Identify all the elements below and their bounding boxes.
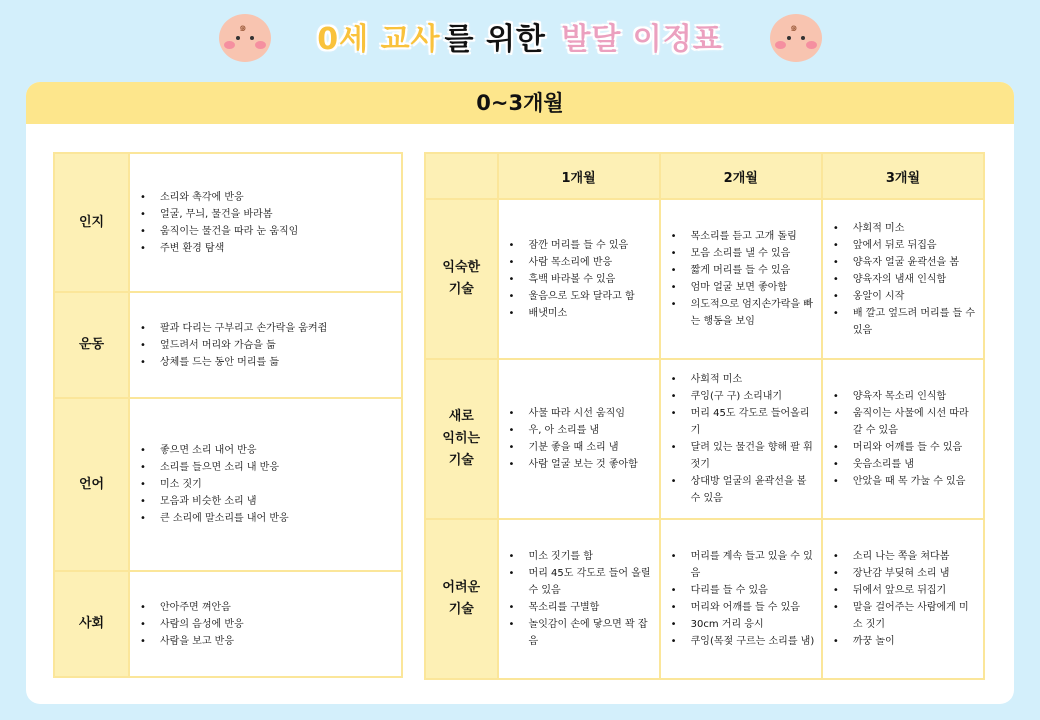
list-item: • 엎드려서 머리와 가슴을 듦 [140,337,401,354]
item-list [823,548,977,650]
item-list [823,220,977,339]
skill-cell [498,199,660,359]
list-item: • 울음으로 도와 달라고 함 [509,288,653,305]
item-list [661,371,815,507]
list-item: • 30cm 거리 응시 [671,616,815,633]
list-item: • 미소 짓기 [140,476,401,493]
list-item: • 엄마 얼굴 보면 좋아함 [671,279,815,296]
list-item: • 앞에서 뒤로 뒤집음 [833,237,977,254]
table-row [54,571,402,677]
skill-cell [660,359,822,519]
month-header: 2개월 [660,153,822,199]
list-item: • 까꿍 놀이 [833,633,977,650]
list-item: • 사람을 보고 반응 [140,633,401,650]
skill-level-label: 익숙한 기술 [425,199,498,359]
list-item: • 상대방 얼굴의 윤곽선을 볼 수 있음 [671,473,815,507]
list-item: • 장난감 부딪혀 소리 냄 [833,565,977,582]
list-item: • 머리와 어깨를 들 수 있음 [671,599,815,616]
skill-level-label: 새로 익히는 기술 [425,359,498,519]
skill-cell [822,359,984,519]
list-item: • 목소리를 구별함 [509,599,653,616]
table-row [425,519,984,679]
list-item: • 사회적 미소 [671,371,815,388]
list-item: • 배냇미소 [509,305,653,322]
item-list [130,442,401,527]
item-list [130,320,401,371]
list-item: • 뒤에서 앞으로 뒤집기 [833,582,977,599]
list-item: • 우, 아 소리를 냄 [509,422,653,439]
list-item: • 머리를 계속 들고 있을 수 있음 [671,548,815,582]
month-header: 1개월 [498,153,660,199]
domain-cell [129,571,402,677]
list-item: • 소리 나는 쪽을 쳐다봄 [833,548,977,565]
list-item: • 소리와 촉각에 반응 [140,189,401,206]
list-item: • 웃음소리를 냄 [833,456,977,473]
item-list [823,388,977,490]
list-item: • 팔과 다리는 구부리고 손가락을 움켜쥠 [140,320,401,337]
list-item: • 좋으면 소리 내어 반응 [140,442,401,459]
list-item: • 머리 45도 각도로 들어 올릴 수 있음 [509,565,653,599]
list-item: • 기분 좋을 때 소리 냄 [509,439,653,456]
list-item: • 움직이는 물건을 따라 눈 움직임 [140,223,401,240]
skill-cell [660,199,822,359]
header-row [425,153,984,199]
skill-cell [822,199,984,359]
list-item: • 의도적으로 엄지손가락을 빠는 행동을 보임 [671,296,815,330]
list-item: • 안았을 때 목 가눌 수 있음 [833,473,977,490]
item-list [130,189,401,257]
list-item: • 말을 걸어주는 사람에게 미소 짓기 [833,599,977,633]
list-item: • 사람의 음성에 반응 [140,616,401,633]
item-list [130,599,401,650]
list-item: • 양육자 목소리 인식함 [833,388,977,405]
list-item: • 옹알이 시작 [833,288,977,305]
baby-face-icon: ๑ [770,14,822,62]
domain-cell [129,398,402,571]
item-list [499,548,653,650]
list-item: • 놀잇감이 손에 닿으면 꽉 잡음 [509,616,653,650]
domain-table [53,152,403,678]
skill-cell [498,519,660,679]
table-row [54,398,402,571]
list-item: • 배 깔고 엎드려 머리를 들 수 있음 [833,305,977,339]
list-item: • 다리를 들 수 있음 [671,582,815,599]
title-part: 0세 교사 [317,22,441,57]
list-item: • 큰 소리에 말소리를 내어 반응 [140,510,401,527]
title-part: 를 위한 [444,22,558,57]
list-item: • 머리 45도 각도로 들어올리기 [671,405,815,439]
table-row [54,292,402,398]
domain-label: 사회 [54,571,129,677]
domain-cell [129,292,402,398]
item-list [661,228,815,330]
list-item: • 움직이는 사물에 시선 따라갈 수 있음 [833,405,977,439]
list-item: • 미소 짓기를 함 [509,548,653,565]
skill-cell [660,519,822,679]
list-item: • 사람 목소리에 반응 [509,254,653,271]
item-list [661,548,815,650]
list-item: • 머리와 어깨를 들 수 있음 [833,439,977,456]
month-header: 3개월 [822,153,984,199]
skill-level-label: 어려운 기술 [425,519,498,679]
item-list [499,405,653,473]
list-item: • 양육자 얼굴 윤곽선을 봄 [833,254,977,271]
list-item: • 사물 따라 시선 움직임 [509,405,653,422]
table-row [54,153,402,292]
list-item: • 짧게 머리를 들 수 있음 [671,262,815,279]
list-item: • 모음과 비슷한 소리 냄 [140,493,401,510]
skill-cell [822,519,984,679]
list-item: • 양육자의 냄새 인식함 [833,271,977,288]
skill-cell [498,359,660,519]
list-item: • 흑백 바라볼 수 있음 [509,271,653,288]
domain-cell [129,153,402,292]
list-item: • 주변 환경 탐색 [140,240,401,257]
list-item: • 소리를 들으면 소리 내 반응 [140,459,401,476]
page-title [0,14,1040,58]
list-item: • 쿠잉(구 구) 소리내기 [671,388,815,405]
list-item: • 달려 있는 물건을 향해 팔 휘젓기 [671,439,815,473]
age-range-header: 0~3개월 [26,82,1014,124]
corner-cell [425,153,498,199]
domain-label: 운동 [54,292,129,398]
list-item: • 사람 얼굴 보는 것 좋아함 [509,456,653,473]
list-item: • 안아주면 껴안음 [140,599,401,616]
list-item: • 사회적 미소 [833,220,977,237]
baby-face-icon: ๑ [219,14,271,62]
list-item: • 상체를 드는 동안 머리를 듦 [140,354,401,371]
list-item: • 목소리를 듣고 고개 돌림 [671,228,815,245]
domain-label: 언어 [54,398,129,571]
table-row [425,359,984,519]
title-part: 발달 이정표 [561,22,723,57]
list-item: • 모음 소리를 낼 수 있음 [671,245,815,262]
list-item: • 잠깐 머리를 들 수 있음 [509,237,653,254]
item-list [499,237,653,322]
table-row [425,199,984,359]
skills-table [424,152,985,680]
list-item: • 얼굴, 무늬, 물건을 바라봄 [140,206,401,223]
domain-label: 인지 [54,153,129,292]
list-item: • 쿠잉(목젖 구르는 소리를 냄) [671,633,815,650]
